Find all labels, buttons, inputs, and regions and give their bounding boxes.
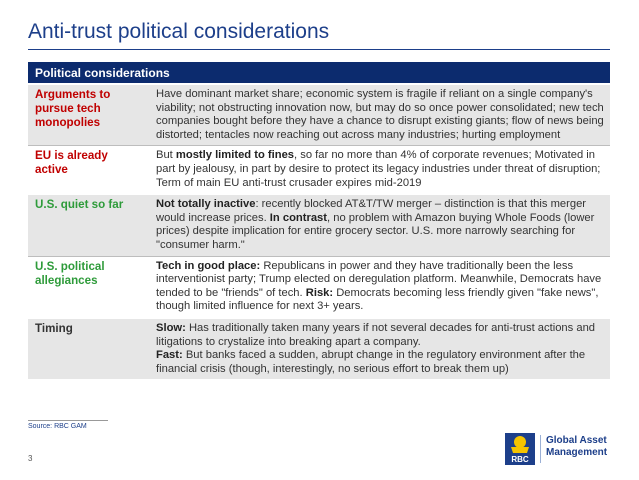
row-description bbox=[149, 84, 610, 146]
rbc-lion-shield-icon bbox=[505, 433, 535, 465]
description-text: But bbox=[156, 149, 176, 162]
description-text: Republicans in power and they have traditionally been the less interventionist party; Trump elected on deregulation platform. Meanwhile, Democrats have tended to be "friends" of tech. bbox=[156, 259, 602, 299]
table-row bbox=[28, 318, 610, 379]
emphasis-text: mostly limited to fines bbox=[175, 149, 295, 162]
table-row bbox=[28, 194, 610, 256]
row-label: EU is already active bbox=[28, 146, 149, 194]
emphasis-text: In contrast bbox=[269, 211, 327, 224]
rbc-mark-text: RBC bbox=[511, 455, 529, 464]
source-divider bbox=[28, 420, 108, 421]
emphasis-text: Risk: bbox=[305, 286, 334, 299]
table-body bbox=[28, 84, 610, 379]
row-description bbox=[149, 318, 610, 379]
logo-line-1: Global Asset bbox=[546, 435, 607, 446]
row-label: U.S. political allegiances bbox=[28, 256, 149, 318]
logo-wordmark bbox=[546, 435, 607, 459]
description-text: Have dominant market share; economic system is fragile if reliant on a single company's viability; not obstructing innovation now, but may do so once power consolidated; new tech companies bought before they have a chance to disrupt existing giants; flow of news being distorted; tentacles now reaching out across many industries; hurting employment bbox=[156, 88, 604, 141]
table-row bbox=[28, 84, 610, 146]
description-text: But banks faced a sudden, abrupt change in the regulatory environment after the financial crisis (though, interestingly, no serious effort to break them up) bbox=[156, 349, 586, 375]
considerations-table bbox=[28, 62, 610, 379]
page-number: 3 bbox=[28, 454, 33, 463]
description-text: Democrats becoming less friendly given "fake news", though limited influence for next 3+ years. bbox=[156, 286, 599, 313]
emphasis-text: Slow: bbox=[156, 321, 186, 334]
table-header-row bbox=[28, 62, 610, 84]
logo-divider bbox=[540, 435, 541, 463]
emphasis-text: Tech in good place: bbox=[156, 259, 261, 272]
description-text: , so far no more than 4% of corporate revenues; Motivated in part by jealousy, in part by desire to protect its legacy industries under threat of disruption; Term of main EU anti-trust crusader expires mid-2019 bbox=[156, 149, 601, 189]
page-title: Anti-trust political considerations bbox=[28, 20, 330, 43]
description-text: : recently blocked AT&T/TW merger – distinction is that this merger would increase prices. bbox=[156, 198, 587, 224]
emphasis-text: Not totally inactive bbox=[156, 198, 256, 211]
table-header: Political considerations bbox=[28, 62, 610, 84]
description-text: , no problem with Amazon buying Whole Foods (lower prices) despite implication for entire grocery sector. U.S. more narrowly searching for "consumer harm." bbox=[156, 211, 595, 251]
source-note: Source: RBC GAM bbox=[28, 423, 87, 430]
row-label: Timing bbox=[28, 318, 149, 379]
logo-line-2: Management bbox=[546, 447, 608, 458]
rbc-gam-logo bbox=[505, 433, 615, 465]
emphasis-text: Fast: bbox=[156, 349, 183, 362]
description-text: Has traditionally taken many years if not several decades for anti-trust actions and litigations to crystalize into breaking apart a company. bbox=[156, 321, 596, 348]
row-label: Arguments to pursue tech monopolies bbox=[28, 84, 149, 146]
row-description bbox=[149, 146, 610, 194]
row-description bbox=[149, 256, 610, 318]
table-row bbox=[28, 256, 610, 318]
row-label: U.S. quiet so far bbox=[28, 194, 149, 256]
row-description bbox=[149, 194, 610, 256]
table-row bbox=[28, 146, 610, 194]
title-divider bbox=[28, 49, 610, 50]
